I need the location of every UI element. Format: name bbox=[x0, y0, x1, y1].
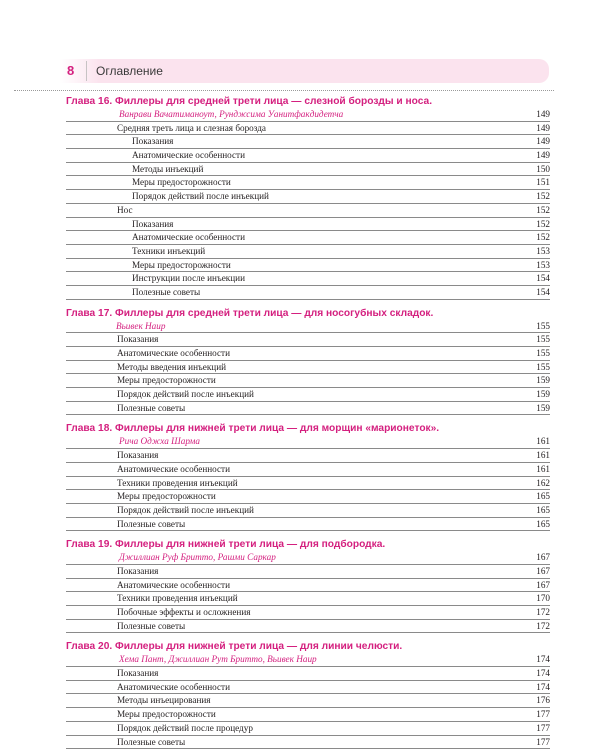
toc-entry[interactable] bbox=[66, 449, 550, 463]
toc-entry[interactable] bbox=[66, 245, 550, 259]
toc-entry[interactable] bbox=[66, 592, 550, 606]
chapter-authors-row[interactable] bbox=[66, 435, 550, 449]
toc-entry-label: Анатомические особенности bbox=[117, 463, 230, 474]
chapter-title[interactable]: Глава 16. Филлеры для средней трети лица — слезной борозды и носа. bbox=[66, 96, 433, 107]
page-number-ref: 162 bbox=[536, 477, 550, 488]
toc-entry-label: Меры предосторожности bbox=[117, 375, 216, 386]
page-number-ref: 159 bbox=[536, 389, 550, 400]
toc-entry-label: Техники проведения инъекций bbox=[117, 593, 238, 604]
page-number-ref: 177 bbox=[536, 736, 550, 747]
chapter-authors: Хема Пант, Джиллиан Рут Бритто, Вьивек Наир bbox=[119, 654, 317, 665]
toc-entry[interactable] bbox=[66, 606, 550, 620]
page-number-ref: 155 bbox=[536, 320, 550, 331]
page-number-ref: 161 bbox=[536, 463, 550, 474]
page-number-ref: 155 bbox=[536, 334, 550, 345]
page-number-ref: 167 bbox=[536, 565, 550, 576]
page-number-ref: 150 bbox=[536, 163, 550, 174]
page-number-ref: 174 bbox=[536, 681, 550, 692]
toc-entry[interactable] bbox=[66, 694, 550, 708]
toc-entry-label: Анатомические особенности bbox=[117, 681, 230, 692]
page-number-ref: 149 bbox=[536, 150, 550, 161]
page-number-ref: 153 bbox=[536, 259, 550, 270]
toc-entry[interactable] bbox=[66, 402, 550, 416]
page-number-ref: 154 bbox=[536, 273, 550, 284]
toc-entry-label: Меры предосторожности bbox=[132, 177, 231, 188]
page-number-ref: 165 bbox=[536, 518, 550, 529]
toc-entry[interactable] bbox=[66, 176, 550, 190]
toc-entry-label: Анатомические особенности bbox=[132, 150, 245, 161]
toc-entry-label: Порядок действий после инъекций bbox=[117, 389, 254, 400]
page-number-ref: 167 bbox=[536, 552, 550, 563]
toc-entry[interactable] bbox=[66, 286, 550, 300]
toc-entry-label: Порядок действий после инъекций bbox=[117, 504, 254, 515]
chapter-authors-row[interactable] bbox=[66, 653, 550, 667]
toc-entry[interactable] bbox=[66, 374, 550, 388]
toc-entry[interactable] bbox=[66, 708, 550, 722]
toc-entry-label: Полезные советы bbox=[117, 736, 186, 747]
chapter-authors-row[interactable] bbox=[66, 320, 550, 334]
toc-entry-label: Методы инъекций bbox=[132, 163, 204, 174]
page-number-ref: 149 bbox=[536, 136, 550, 147]
toc-entry[interactable] bbox=[66, 504, 550, 518]
toc-entry-label: Меры предосторожности bbox=[117, 709, 216, 720]
chapter-title[interactable]: Глава 18. Филлеры для нижней трети лица — для морщин «марионеток». bbox=[66, 423, 440, 435]
toc-entry-label: Меры предосторожности bbox=[117, 491, 216, 502]
page-number-ref: 176 bbox=[536, 695, 550, 706]
toc-entry[interactable] bbox=[66, 135, 550, 149]
toc-entry[interactable] bbox=[66, 620, 550, 634]
toc-entry[interactable] bbox=[66, 272, 550, 286]
toc-entry-label: Показания bbox=[132, 218, 174, 229]
toc-entry[interactable] bbox=[66, 388, 550, 402]
chapter-title[interactable]: Глава 17. Филлеры для средней трети лица — для носогубных складок. bbox=[66, 307, 434, 319]
toc-entry[interactable] bbox=[66, 722, 550, 736]
table-of-contents bbox=[66, 96, 550, 749]
page-number-ref: 177 bbox=[536, 709, 550, 720]
page-number-ref: 149 bbox=[536, 122, 550, 133]
toc-entry-label: Побочные эффекты и осложнения bbox=[117, 607, 251, 617]
toc-entry[interactable] bbox=[66, 736, 550, 750]
toc-entry-label: Показания bbox=[117, 668, 159, 679]
page-number-ref: 174 bbox=[536, 654, 550, 665]
toc-entry[interactable] bbox=[66, 490, 550, 504]
running-header-title: Оглавление bbox=[96, 64, 163, 78]
page-number-ref: 152 bbox=[536, 204, 550, 215]
page-number-ref: 152 bbox=[536, 191, 550, 202]
toc-entry-label: Показания bbox=[117, 450, 159, 461]
chapter-authors: Рича Оджха Шарма bbox=[119, 436, 200, 447]
toc-entry[interactable] bbox=[66, 667, 550, 681]
page-number-ref: 159 bbox=[536, 402, 550, 413]
toc-entry-label: Методы введения инъекций bbox=[117, 361, 227, 372]
toc-entry[interactable] bbox=[66, 579, 550, 593]
page-number-ref: 174 bbox=[536, 668, 550, 679]
toc-entry-label: Показания bbox=[117, 565, 159, 576]
toc-entry[interactable] bbox=[66, 204, 550, 218]
toc-entry[interactable] bbox=[66, 333, 550, 347]
toc-entry[interactable] bbox=[66, 347, 550, 361]
page-number-ref: 149 bbox=[536, 109, 550, 119]
toc-entry-label: Показания bbox=[132, 136, 174, 147]
page-number-ref: 152 bbox=[536, 232, 550, 243]
toc-entry[interactable] bbox=[66, 122, 550, 136]
toc-entry-label: Показания bbox=[117, 334, 159, 345]
chapter-authors: Вьивек Наир bbox=[116, 320, 166, 331]
page-number-ref: 165 bbox=[536, 504, 550, 515]
toc-entry[interactable] bbox=[66, 681, 550, 695]
chapter-title[interactable]: Глава 19. Филлеры для нижней трети лица — для подбородка. bbox=[66, 539, 386, 551]
toc-entry[interactable] bbox=[66, 231, 550, 245]
page-number-ref: 161 bbox=[536, 436, 550, 447]
page-number-ref: 159 bbox=[536, 375, 550, 386]
page-number-ref: 154 bbox=[536, 286, 550, 297]
toc-entry[interactable] bbox=[66, 163, 550, 177]
toc-entry-label: Анатомические особенности bbox=[117, 579, 230, 590]
toc-entry[interactable] bbox=[66, 361, 550, 375]
page-number-ref: 152 bbox=[536, 218, 550, 229]
chapter-authors-row[interactable] bbox=[66, 551, 550, 565]
toc-entry[interactable] bbox=[66, 565, 550, 579]
toc-entry[interactable] bbox=[66, 149, 550, 163]
toc-entry-label: Нос bbox=[117, 204, 133, 215]
page-number: 8 bbox=[67, 63, 75, 78]
page-number-ref: 177 bbox=[536, 722, 550, 733]
toc-entry-label: Меры предосторожности bbox=[132, 259, 231, 270]
toc-entry[interactable] bbox=[66, 463, 550, 477]
toc-entry-label: Полезные советы bbox=[117, 620, 186, 631]
chapter-title[interactable]: Глава 20. Филлеры для нижней трети лица — для линии челюсти. bbox=[66, 641, 403, 653]
chapter-authors: Ванрави Вачатиманоут, Рунджсима Уанитфакдидетча bbox=[119, 109, 344, 119]
toc-entry-label: Полезные советы bbox=[117, 518, 186, 529]
page-number-ref: 165 bbox=[536, 491, 550, 502]
toc-entry-label: Методы инъецирования bbox=[117, 695, 211, 706]
page-number-ref: 170 bbox=[536, 593, 550, 604]
page-number-ref: 151 bbox=[536, 177, 550, 188]
toc-entry-label: Средняя треть лица и слезная борозда bbox=[117, 122, 266, 133]
toc-entry[interactable] bbox=[66, 190, 550, 204]
page-number-ref: 172 bbox=[536, 620, 550, 631]
page-number-ref: 155 bbox=[536, 348, 550, 358]
dotted-separator bbox=[14, 90, 554, 91]
page-number-ref: 155 bbox=[536, 361, 550, 372]
page-number-ref: 153 bbox=[536, 245, 550, 256]
toc-entry[interactable] bbox=[66, 477, 550, 491]
toc-entry-label: Инструкции после инъекции bbox=[132, 273, 245, 284]
toc-entry-label: Порядок действий после процедур bbox=[117, 722, 253, 733]
toc-entry[interactable] bbox=[66, 259, 550, 273]
toc-entry-label: Анатомические особенности bbox=[117, 348, 230, 358]
page-number-ref: 172 bbox=[536, 607, 550, 617]
header-divider bbox=[86, 61, 87, 81]
chapter-authors-row[interactable] bbox=[66, 108, 550, 122]
page-number-ref: 161 bbox=[536, 450, 550, 461]
toc-entry-label: Техники проведения инъекций bbox=[117, 477, 238, 488]
toc-entry-label: Полезные советы bbox=[132, 286, 201, 297]
chapter-authors: Джиллиан Руф Бритто, Рашми Саркар bbox=[119, 552, 276, 563]
toc-entry-label: Порядок действий после инъекций bbox=[132, 191, 269, 202]
toc-entry-label: Полезные советы bbox=[117, 402, 186, 413]
toc-entry[interactable] bbox=[66, 218, 550, 232]
toc-entry[interactable] bbox=[66, 518, 550, 532]
toc-entry-label: Анатомические особенности bbox=[132, 232, 245, 243]
page-number-ref: 167 bbox=[536, 579, 550, 590]
toc-entry-label: Техники инъекций bbox=[132, 245, 206, 256]
